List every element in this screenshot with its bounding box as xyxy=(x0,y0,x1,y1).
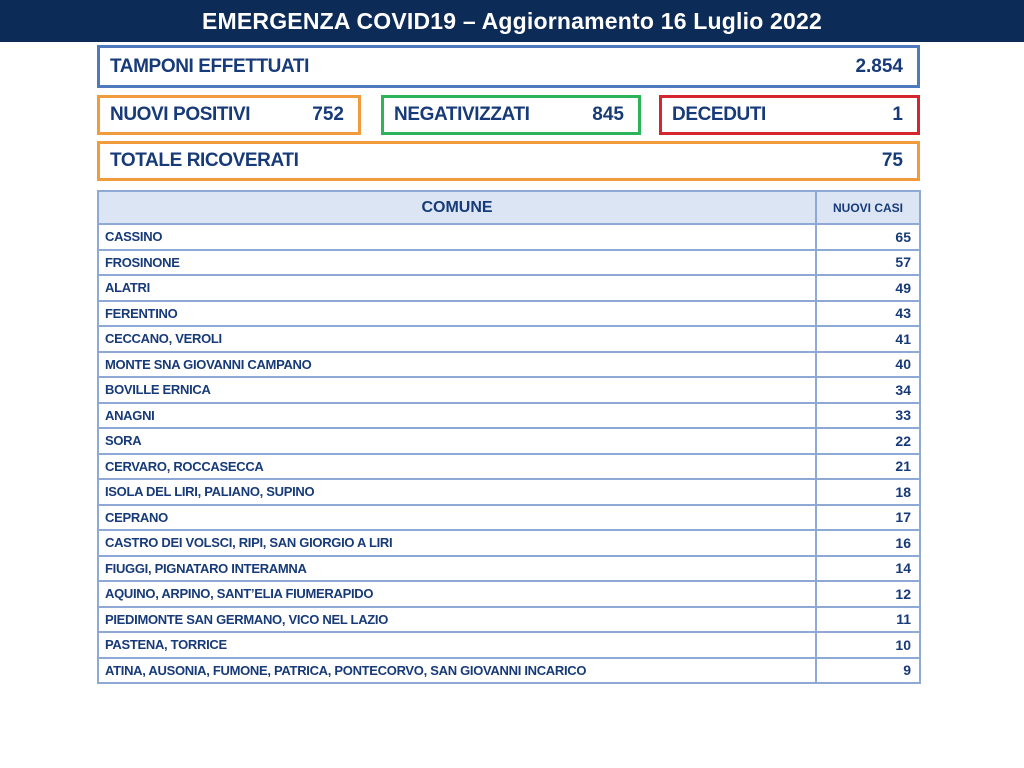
comune-cell: FERENTINO xyxy=(98,301,816,327)
nuovi-casi-cell: 16 xyxy=(816,530,920,556)
nuovi-casi-cell: 22 xyxy=(816,428,920,454)
nuovi-casi-cell: 65 xyxy=(816,224,920,250)
comune-cell: BOVILLE ERNICA xyxy=(98,377,816,403)
comune-cell: PIEDIMONTE SAN GERMANO, VICO NEL LAZIO xyxy=(98,607,816,633)
comune-cell: ANAGNI xyxy=(98,403,816,429)
nuovi-casi-cell: 10 xyxy=(816,632,920,658)
negativizzati-value: 845 xyxy=(592,104,624,125)
table-row xyxy=(98,403,920,429)
column-header-nuovi-casi: NUOVI CASI xyxy=(816,191,920,224)
comune-cell: ISOLA DEL LIRI, PALIANO, SUPINO xyxy=(98,479,816,505)
comune-cell: MONTE SNA GIOVANNI CAMPANO xyxy=(98,352,816,378)
nuovi-casi-cell: 14 xyxy=(816,556,920,582)
table-row xyxy=(98,530,920,556)
table-row xyxy=(98,352,920,378)
comune-cell: AQUINO, ARPINO, SANT’ELIA FIUMERAPIDO xyxy=(98,581,816,607)
comune-cell: FROSINONE xyxy=(98,250,816,276)
nuovi-positivi-value: 752 xyxy=(312,104,344,125)
table-row xyxy=(98,658,920,684)
nuovi-positivi-box xyxy=(97,95,361,135)
nuovi-casi-cell: 21 xyxy=(816,454,920,480)
nuovi-positivi-label: NUOVI POSITIVI xyxy=(110,104,251,125)
table-row xyxy=(98,581,920,607)
table-row xyxy=(98,275,920,301)
comune-cell: CERVARO, ROCCASECCA xyxy=(98,454,816,480)
nuovi-casi-cell: 49 xyxy=(816,275,920,301)
deceduti-box xyxy=(659,95,920,135)
comune-cell: CASSINO xyxy=(98,224,816,250)
nuovi-casi-cell: 41 xyxy=(816,326,920,352)
table-row xyxy=(98,428,920,454)
table-row xyxy=(98,224,920,250)
table-header-row xyxy=(98,191,920,224)
tamponi-label: TAMPONI EFFETTUATI xyxy=(110,55,309,77)
table-row xyxy=(98,250,920,276)
comune-cell: ATINA, AUSONIA, FUMONE, PATRICA, PONTECORVO, SAN GIOVANNI INCARICO xyxy=(98,658,816,684)
comune-cell: PASTENA, TORRICE xyxy=(98,632,816,658)
column-header-comune: COMUNE xyxy=(98,191,816,224)
comune-cell: CECCANO, VEROLI xyxy=(98,326,816,352)
nuovi-casi-cell: 40 xyxy=(816,352,920,378)
nuovi-casi-cell: 12 xyxy=(816,581,920,607)
table-row xyxy=(98,301,920,327)
comune-cell: ALATRI xyxy=(98,275,816,301)
table-row xyxy=(98,556,920,582)
comune-cell: CEPRANO xyxy=(98,505,816,531)
table-row xyxy=(98,632,920,658)
nuovi-casi-cell: 57 xyxy=(816,250,920,276)
comune-cell: FIUGGI, PIGNATARO INTERAMNA xyxy=(98,556,816,582)
nuovi-casi-cell: 17 xyxy=(816,505,920,531)
table-row xyxy=(98,607,920,633)
tamponi-value: 2.854 xyxy=(855,55,903,77)
table-row xyxy=(98,479,920,505)
totale-ricoverati-box xyxy=(97,141,920,181)
deceduti-value: 1 xyxy=(892,104,903,125)
table-row xyxy=(98,377,920,403)
nuovi-casi-cell: 34 xyxy=(816,377,920,403)
deceduti-label: DECEDUTI xyxy=(672,104,766,125)
nuovi-casi-cell: 33 xyxy=(816,403,920,429)
comune-cell: SORA xyxy=(98,428,816,454)
negativizzati-label: NEGATIVIZZATI xyxy=(394,104,530,125)
nuovi-casi-cell: 11 xyxy=(816,607,920,633)
table-row xyxy=(98,326,920,352)
nuovi-casi-cell: 9 xyxy=(816,658,920,684)
table-row xyxy=(98,505,920,531)
totale-ricoverati-value: 75 xyxy=(881,150,903,171)
nuovi-casi-cell: 18 xyxy=(816,479,920,505)
totale-ricoverati-label: TOTALE RICOVERATI xyxy=(110,150,299,171)
tamponi-box xyxy=(97,45,920,88)
table-row xyxy=(98,454,920,480)
page-title-text: EMERGENZA COVID19 – Aggiornamento 16 Luglio 2022 xyxy=(201,7,823,34)
comune-cell: CASTRO DEI VOLSCI, RIPI, SAN GIORGIO A LIRI xyxy=(98,530,816,556)
comuni-table xyxy=(97,190,921,684)
negativizzati-box xyxy=(381,95,641,135)
page-title xyxy=(0,0,1024,42)
nuovi-casi-cell: 43 xyxy=(816,301,920,327)
